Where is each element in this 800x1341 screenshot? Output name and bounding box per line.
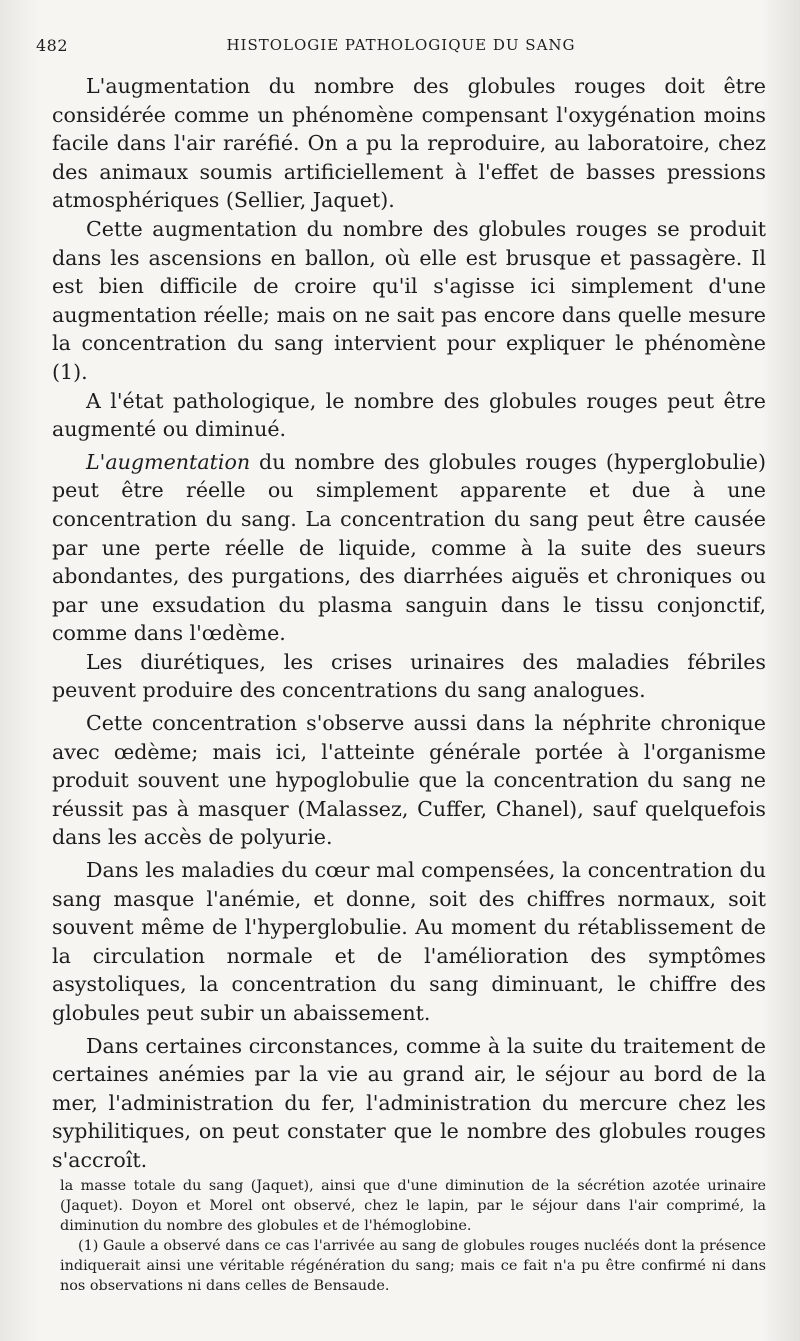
footnotes: [60, 1176, 766, 1296]
footnote-1: (1) Gaule a observé dans ce cas l'arrivée au sang de globules rouges nucléés dont la présence indiquerait ainsi une véritable régénération du sang; mais ce fait n'a pu être confirmé ni dans nos observations ni dans celles de Bensaude.: [60, 1238, 766, 1294]
emphasized-term: L'augmentation: [86, 449, 251, 474]
paragraph: Dans les maladies du cœur mal compensées, la concentration du sang masque l'anémie, et donne, soit des chiffres normaux, soit souvent même de l'hyperglobulie. Au moment du rétablissement de la circulation normale et de l'amélioration des symptômes asystoliques, la concentration du sang diminuant, le chiffre des globules peut subir un abaissement.: [52, 858, 766, 1025]
body-text: [52, 72, 766, 1175]
paragraph: L'augmentation du nombre des globules rouges doit être considérée comme un phénomène compensant l'oxygénation moins facile dans l'air raréfié. On a pu la reproduire, au laboratoire, chez des animaux soumis artificiellement à l'effet de basses pressions atmosphériques (Sellier, Jaquet).: [52, 74, 766, 213]
paragraph: Les diurétiques, les crises urinaires des maladies fébriles peuvent produire des concentrations du sang analogues.: [52, 649, 766, 703]
paragraph: Cette concentration s'observe aussi dans la néphrite chronique avec œdème; mais ici, l'atteinte générale portée à l'organisme produit souvent une hypoglobulie que la concentration du sang ne réussit pas à masquer (Malassez, Cuffer, Chanel), sauf quelquefois dans les accès de polyurie.: [52, 711, 766, 850]
page-number: 482: [36, 36, 69, 55]
paragraph: Dans certaines circonstances, comme à la suite du traitement de certaines anémies par la vie au grand air, le séjour au bord de la mer, l'administration du fer, l'administration du mercure chez les syphilitiques, on peut constater que le nombre des globules rouges s'accroît.: [52, 1033, 766, 1172]
footnote-continuation: la masse totale du sang (Jaquet), ainsi que d'une diminution de la sécrétion azotée urinaire (Jaquet). Doyon et Morel ont observé, chez le lapin, par le séjour dans l'air comprimé, la diminution du nombre des globules et de l'hémoglobine.: [60, 1178, 766, 1234]
paragraph: A l'état pathologique, le nombre des globules rouges peut être augmenté ou diminué.: [52, 388, 766, 442]
paragraph: Cette augmentation du nombre des globules rouges se produit dans les ascensions en ballon, où elle est brusque et passagère. Il est bien difficile de croire qu'il s'agisse ici simplement d'une augmentation réelle; mais on ne sait pas encore dans quelle mesure la concentration du sang intervient pour expliquer le phénomène (1).: [52, 216, 766, 384]
paragraph: [52, 448, 766, 648]
page-header: [36, 36, 766, 60]
running-title: HISTOLOGIE PATHOLOGIQUE DU SANG: [226, 36, 576, 54]
paragraph-text: du nombre des globules rouges (hyperglobulie) peut être réelle ou simplement apparente et due à une concentration du sang. La concentration du sang peut être causée par une perte réelle de liquide, comme à la suite des sueurs abondantes, des purgations, des diarrhées aiguës et chroniques ou par une exsudation du plasma sanguin dans le tissu conjonctif, comme dans l'œdème.: [52, 449, 766, 646]
